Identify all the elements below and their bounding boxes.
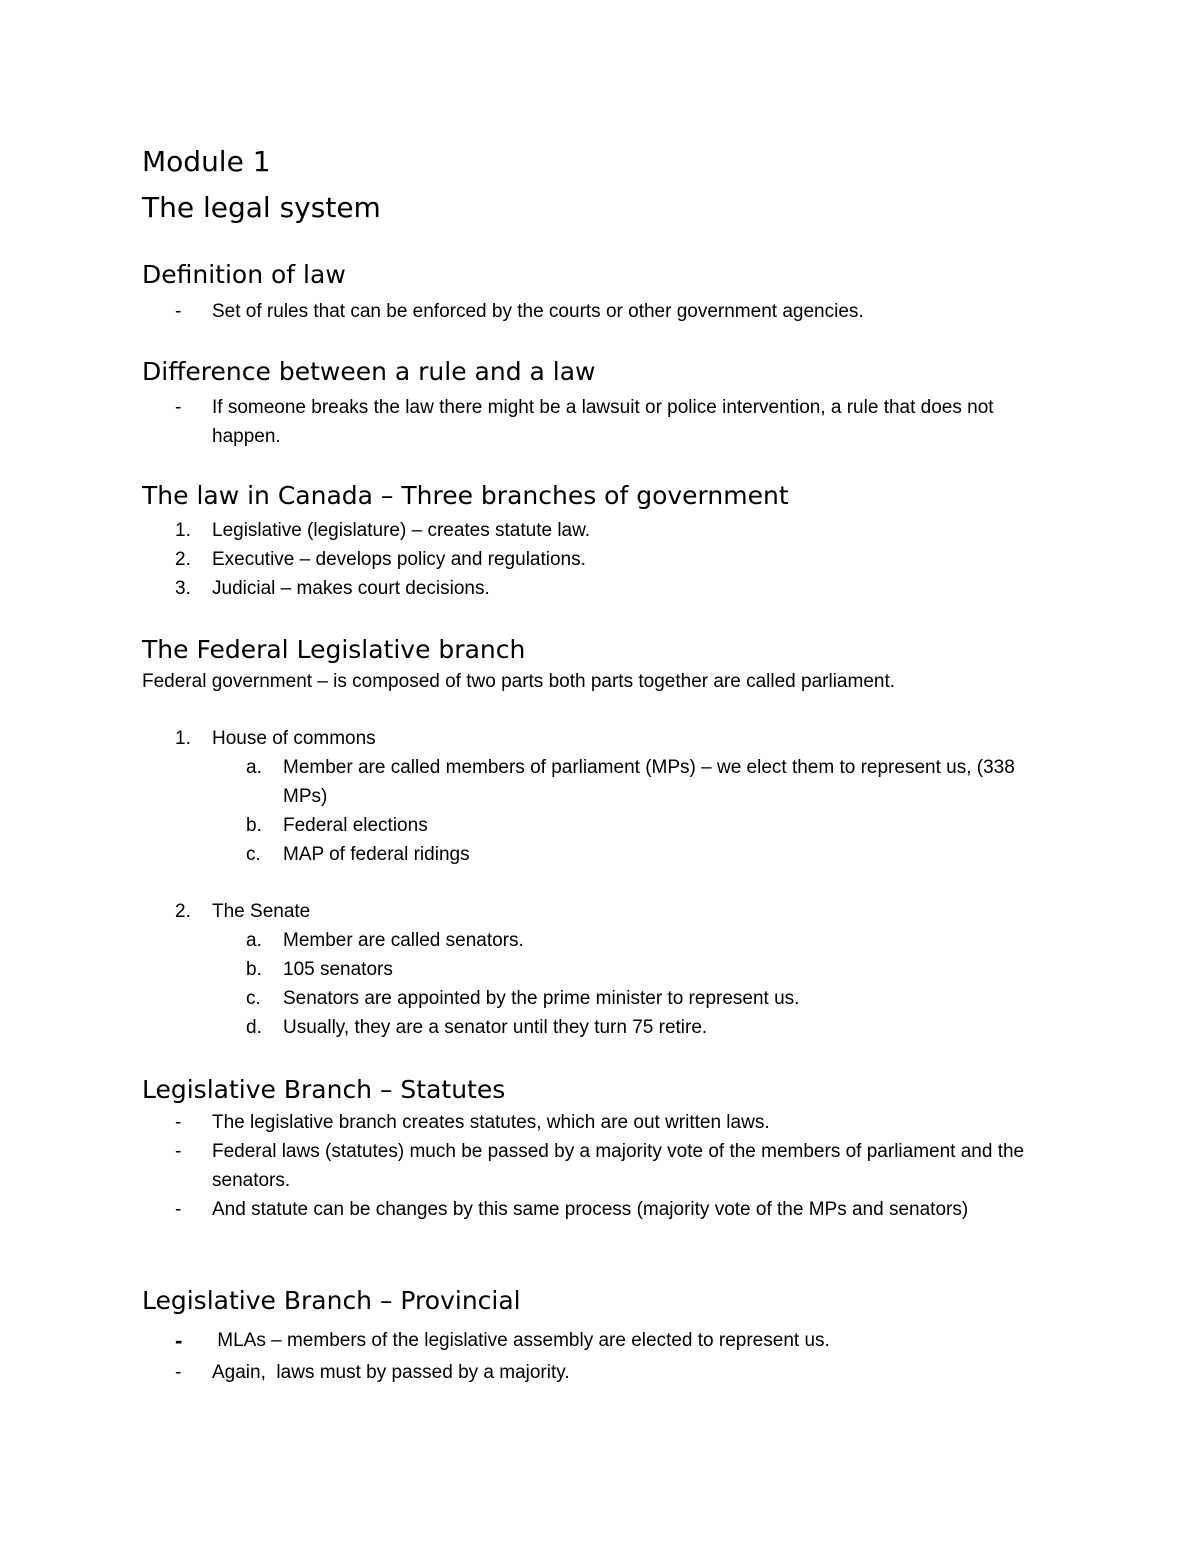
letter-marker: a.	[246, 930, 262, 951]
bullet-list	[142, 1108, 1062, 1224]
section-law-in-canada	[142, 481, 1062, 603]
sub-list-item	[142, 840, 1062, 869]
list-item	[142, 1137, 1062, 1195]
list-item	[142, 1195, 1002, 1224]
sub-list-item-text: Federal elections	[283, 815, 428, 836]
document-title	[142, 146, 381, 224]
module-subtitle: The legal system	[142, 191, 381, 224]
sub-list-item	[142, 984, 1062, 1013]
section-federal-legislative	[142, 635, 1062, 1042]
list-item	[142, 574, 1062, 603]
section-statutes	[142, 1075, 1062, 1224]
list-item-text: House of commons	[212, 728, 376, 749]
bullet-list	[142, 393, 1062, 451]
list-item-text: Again, laws must by passed by a majority.	[212, 1362, 570, 1383]
section-intro: Federal government – is composed of two parts both parts together are called parliament.	[142, 671, 896, 692]
list-item-text: MLAs – members of the legislative assembly are elected to represent us.	[212, 1330, 830, 1351]
sub-list-item-text: Member are called members of parliament (MPs) – we elect them to represent us, (338 MPs)	[283, 757, 1015, 807]
numbered-list	[142, 724, 1062, 1042]
list-item	[142, 297, 1062, 326]
lettered-list	[142, 926, 1062, 1042]
list-item	[142, 393, 1032, 451]
module-title: Module 1	[142, 145, 271, 178]
letter-marker: b.	[246, 815, 262, 836]
section-rule-vs-law	[142, 357, 1062, 451]
list-item-text: Legislative (legislature) – creates statute law.	[212, 520, 591, 541]
number-marker: 2.	[175, 901, 191, 922]
sub-list-item	[142, 955, 1062, 984]
list-item-house-of-commons	[142, 724, 1062, 869]
letter-marker: d.	[246, 1017, 262, 1038]
list-item-text: And statute can be changes by this same process (majority vote of the MPs and senators)	[212, 1199, 969, 1220]
list-item	[142, 1358, 1062, 1387]
list-item-text: Executive – develops policy and regulations.	[212, 549, 586, 570]
section-heading: Difference between a rule and a law	[142, 357, 596, 386]
sub-list-item-text: 105 senators	[283, 959, 393, 980]
dash-marker: -	[175, 301, 182, 322]
section-heading: Definition of law	[142, 260, 346, 289]
section-heading: Legislative Branch – Provincial	[142, 1286, 521, 1315]
list-item	[142, 516, 1062, 545]
letter-marker: c.	[246, 844, 261, 865]
list-item-senate	[142, 897, 1062, 1042]
sub-list-item	[142, 753, 1043, 811]
section-heading: Legislative Branch – Statutes	[142, 1075, 506, 1104]
number-marker: 2.	[175, 549, 191, 570]
sub-list-item-text: Senators are appointed by the prime minister to represent us.	[283, 988, 800, 1009]
number-marker: 1.	[175, 728, 191, 749]
section-provincial	[142, 1286, 1062, 1387]
section-definition-of-law	[142, 260, 1062, 326]
dash-marker: -	[175, 1362, 182, 1383]
list-item	[142, 1326, 1062, 1355]
sub-list-item-text: Usually, they are a senator until they turn 75 retire.	[283, 1017, 708, 1038]
letter-marker: a.	[246, 757, 262, 778]
section-heading: The law in Canada – Three branches of government	[142, 481, 789, 510]
number-marker: 1.	[175, 520, 191, 541]
letter-marker: c.	[246, 988, 261, 1009]
sub-list-item	[142, 926, 1062, 955]
dash-marker: -	[175, 1328, 183, 1353]
list-item-text: The legislative branch creates statutes, which are out written laws.	[212, 1112, 770, 1133]
bullet-list	[142, 297, 1062, 326]
dash-marker: -	[175, 1112, 182, 1133]
list-item-text: Federal laws (statutes) much be passed by a majority vote of the members of parliament and the senators.	[212, 1141, 1025, 1191]
dash-marker: -	[175, 397, 182, 418]
sub-list-item-text: Member are called senators.	[283, 930, 524, 951]
section-heading: The Federal Legislative branch	[142, 635, 526, 664]
number-marker: 3.	[175, 578, 191, 599]
letter-marker: b.	[246, 959, 262, 980]
sub-list-item	[142, 811, 1062, 840]
lettered-list	[142, 753, 1062, 869]
sub-list-item	[142, 1013, 1062, 1042]
sub-list-item-text: MAP of federal ridings	[283, 844, 470, 865]
list-item-text: Set of rules that can be enforced by the courts or other government agencies.	[212, 301, 864, 322]
bullet-list	[142, 1326, 1062, 1387]
dash-marker: -	[175, 1141, 182, 1162]
list-item	[142, 545, 1062, 574]
list-item	[142, 1108, 1062, 1137]
list-item-text: Judicial – makes court decisions.	[212, 578, 490, 599]
list-item-text: The Senate	[212, 901, 311, 922]
dash-marker: -	[175, 1199, 182, 1220]
list-item-text: If someone breaks the law there might be a lawsuit or police intervention, a rule that does not happen.	[212, 397, 994, 447]
numbered-list	[142, 516, 1062, 603]
